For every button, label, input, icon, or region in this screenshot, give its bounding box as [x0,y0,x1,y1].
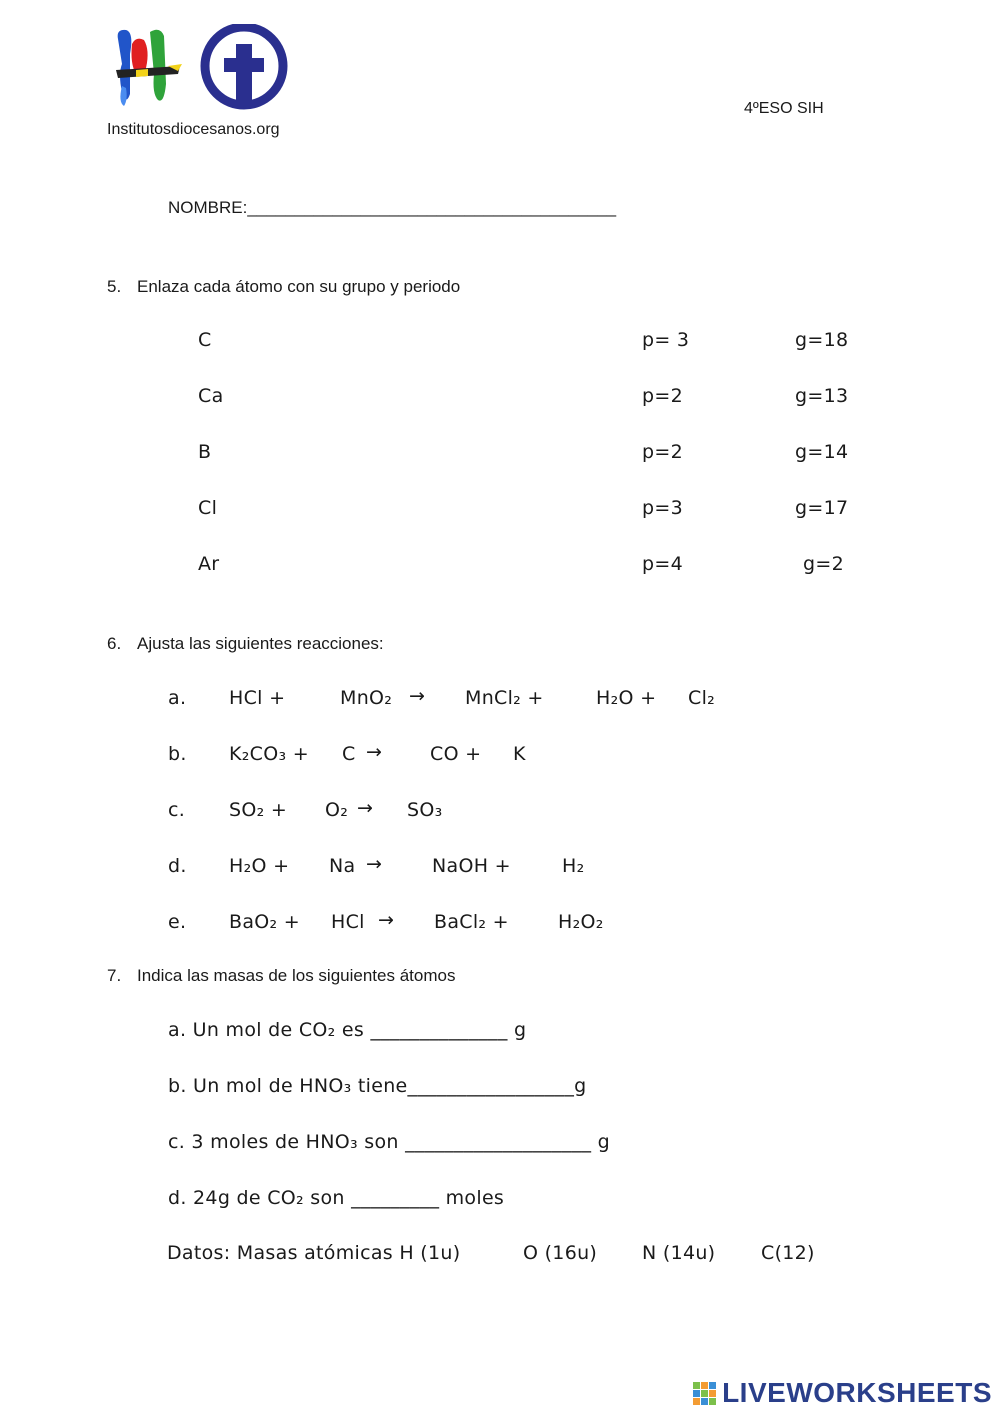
q7-title: Indica las masas de los siguientes átomos [137,966,456,985]
q6-title: Ajusta las siguientes reacciones: [137,634,384,653]
group-label[interactable]: g=2 [803,553,844,575]
school-logos [108,24,298,114]
reactant-2: C [342,743,356,765]
reaction-letter: e. [168,911,187,933]
product-1: NaOH + [432,855,511,877]
mass-nitrogen: N (14u) [642,1242,716,1264]
period-label[interactable]: p=2 [642,441,683,463]
atom-label[interactable]: Cl [198,497,218,519]
group-label[interactable]: g=17 [795,497,849,519]
period-label[interactable]: p=4 [642,553,683,575]
reactant-2: MnO₂ [340,687,393,709]
group-label[interactable]: g=14 [795,441,849,463]
mass-question[interactable]: c. 3 moles de HNO₃ son ___________________ g [168,1131,610,1153]
product-1: CO + [430,743,482,765]
arrow-icon: → [409,685,426,707]
q5-title: Enlaza cada átomo con su grupo y periodo [137,277,461,296]
mass-carbon: C(12) [761,1242,815,1264]
reactant-1: K₂CO₃ + [229,743,309,765]
reactant-2: Na [329,855,356,877]
atomic-masses-label: Datos: Masas atómicas H (1u) [167,1242,461,1264]
reaction-letter: b. [168,743,187,765]
group-label[interactable]: g=18 [795,329,849,351]
reactant-2: O₂ [325,799,349,821]
product-2: H₂O + [596,687,657,709]
product-2: H₂O₂ [558,911,604,933]
reactant-2: HCl [331,911,365,933]
period-label[interactable]: p=2 [642,385,683,407]
mass-question[interactable]: d. 24g de CO₂ son _________ moles [168,1187,505,1209]
atom-label[interactable]: B [198,441,212,463]
institutos-diocesanos-logo-icon [108,24,298,114]
reactant-1: H₂O + [229,855,290,877]
name-field[interactable] [168,198,616,218]
group-label[interactable]: g=13 [795,385,849,407]
website-label: Institutosdiocesanos.org [107,121,280,138]
product-2: K [513,743,526,765]
period-label[interactable]: p=3 [642,497,683,519]
liveworksheets-logo[interactable] [693,1378,992,1408]
mass-oxygen: O (16u) [523,1242,598,1264]
q5-number: 5. [107,277,122,296]
name-label: NOMBRE: [168,198,248,217]
product-1: MnCl₂ + [465,687,544,709]
atom-label[interactable]: Ar [198,553,220,575]
reaction-letter: c. [168,799,186,821]
reaction-letter: d. [168,855,187,877]
product-1: BaCl₂ + [434,911,509,933]
reactant-1: SO₂ + [229,799,288,821]
product-1: SO₃ [407,799,443,821]
arrow-icon: → [357,797,374,819]
q7-number: 7. [107,966,122,985]
name-line: _______________________________________ [247,198,617,217]
mass-question[interactable]: a. Un mol de CO₂ es ______________ g [168,1019,527,1041]
atom-label[interactable]: Ca [198,385,224,407]
arrow-icon: → [366,853,383,875]
liveworksheets-grid-icon [693,1382,716,1405]
arrow-icon: → [366,741,383,763]
atom-label[interactable]: C [198,329,212,351]
reaction-letter: a. [168,687,187,709]
period-label[interactable]: p= 3 [642,329,690,351]
liveworksheets-brand: LIVEWORKSHEETS [722,1377,992,1408]
course-label: 4ºESO SIH [744,100,824,117]
product-3: Cl₂ [688,687,716,709]
q6-number: 6. [107,634,122,653]
arrow-icon: → [378,909,395,931]
reactant-1: HCl + [229,687,286,709]
product-2: H₂ [562,855,585,877]
mass-question[interactable]: b. Un mol de HNO₃ tiene_________________g [168,1075,587,1097]
reactant-1: BaO₂ + [229,911,301,933]
